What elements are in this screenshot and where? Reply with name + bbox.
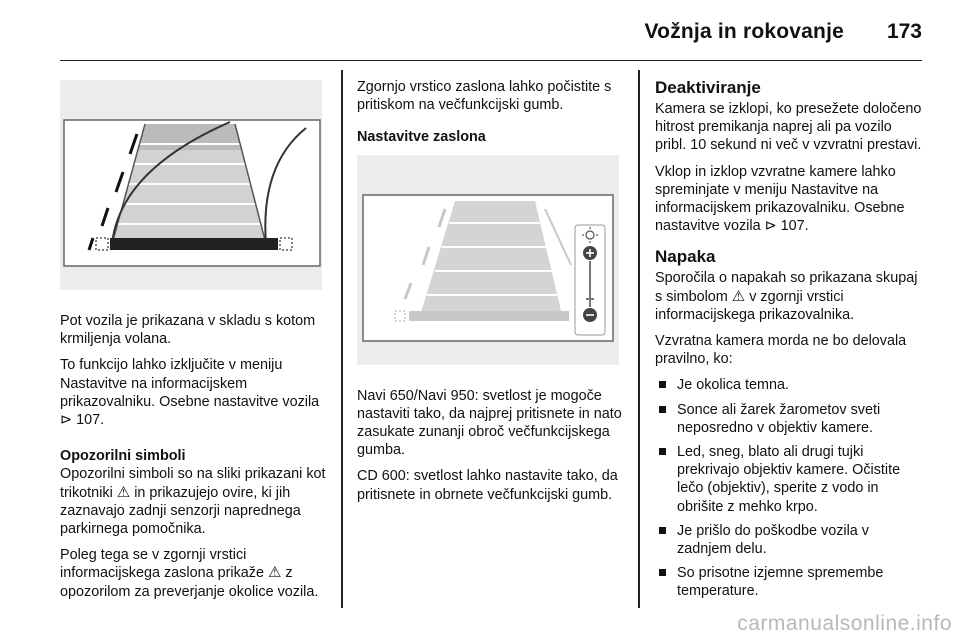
chapter-title: Vožnja in rokovanje: [644, 20, 844, 43]
page-number: 173: [886, 20, 922, 43]
page-reference: 107.: [780, 218, 809, 235]
column-divider: [341, 70, 343, 608]
list-item: So prisotne izjemne spremembe temperature.: [655, 564, 923, 600]
rear-camera-trajectory-figure: [60, 80, 322, 290]
reference-arrow-icon: ⊳: [60, 412, 73, 429]
subheading-warning-symbols: Opozorilni simboli: [60, 448, 186, 465]
column-1: [60, 70, 330, 609]
paragraph: Pot vozila je prikazana v skladu s kotom krmiljenja volana.: [60, 313, 316, 348]
paragraph: To funkcijo lahko izključite v meniju Nastavitve na informacijskem prikazovalniku. Osebne nastavitve vozila ⊳ 107.: [60, 357, 320, 429]
column-3: [655, 78, 923, 607]
paragraph: Vzvratna kamera morda ne bo delovala pravilno, ko:: [655, 333, 907, 368]
paragraph: Kamera se izklopi, ko presežete določeno hitrost premikanja naprej ali pa vozilo pribl. 10 sekund ni več v vzvratni prestavi.: [655, 101, 922, 154]
paragraph: Sporočila o napakah so prikazana skupaj s simbolom ⚠ v zgornji vrstici informacijskega prikazovalnika.: [655, 270, 918, 323]
watermark: carmanualsonline.info: [737, 612, 952, 635]
page-header: [60, 0, 922, 61]
paragraph: Navi 650/Navi 950: svetlost je mogoče nastaviti tako, da najprej pritisnete in nato zasukate zunanji obroč večfunkcijskega gumba.: [357, 387, 622, 459]
list-item: Led, sneg, blato ali drugi tujki prekrivajo objektiv kamere. Očistite lečo (objektiv), sperite z vodo in obrišite z mehko krpo.: [655, 443, 923, 516]
display-brightness-figure: [357, 155, 619, 365]
list-item: Je prišlo do poškodbe vozila v zadnjem delu.: [655, 522, 923, 558]
heading-fault: Napaka: [655, 247, 716, 267]
reference-arrow-icon: ⊳: [764, 218, 777, 235]
column-divider: [638, 70, 640, 608]
list-item: Sonce ali žarek žarometov sveti neposredno v objektiv kamere.: [655, 401, 923, 437]
paragraph: Zgornjo vrstico zaslona lahko počistite s pritiskom na večfunkcijski gumb.: [357, 79, 612, 114]
paragraph: Opozorilni simboli so na sliki prikazani kot trikotniki ⚠ in prikazujejo ovire, ki jih zaznavajo zadnji senzorji naprednega parkirnega pomočnika.: [60, 466, 326, 538]
warning-triangle-icon: ⚠: [267, 564, 282, 582]
page-reference: 107.: [76, 412, 105, 429]
label-cd: CD 600: [357, 468, 406, 485]
paragraph: Poleg tega se v zgornji vrstici informacijskega zaslona prikaže ⚠ z opozorilom za preverjanje okolice vozila.: [60, 547, 319, 600]
conditions-list: [655, 376, 923, 600]
paragraph: Vklop in izklop vzvratne kamere lahko spreminjate v meniju Nastavitve na informacijskem prikazovalniku. Osebne nastavitve vozila ⊳ 107.: [655, 163, 905, 235]
list-item: Je okolica temna.: [655, 376, 923, 394]
column-2: [357, 78, 627, 512]
label-navi: Navi 650/Navi 950: [357, 387, 475, 404]
warning-triangle-icon: ⚠: [116, 483, 131, 501]
paragraph: CD 600: svetlost lahko nastavite tako, da pritisnete in obrnete večfunkcijski gumb.: [357, 468, 618, 503]
warning-triangle-icon: ⚠: [731, 287, 746, 305]
heading-deactivation: Deaktiviranje: [655, 78, 761, 97]
subheading-display-settings: Nastavitve zaslona: [357, 129, 486, 146]
